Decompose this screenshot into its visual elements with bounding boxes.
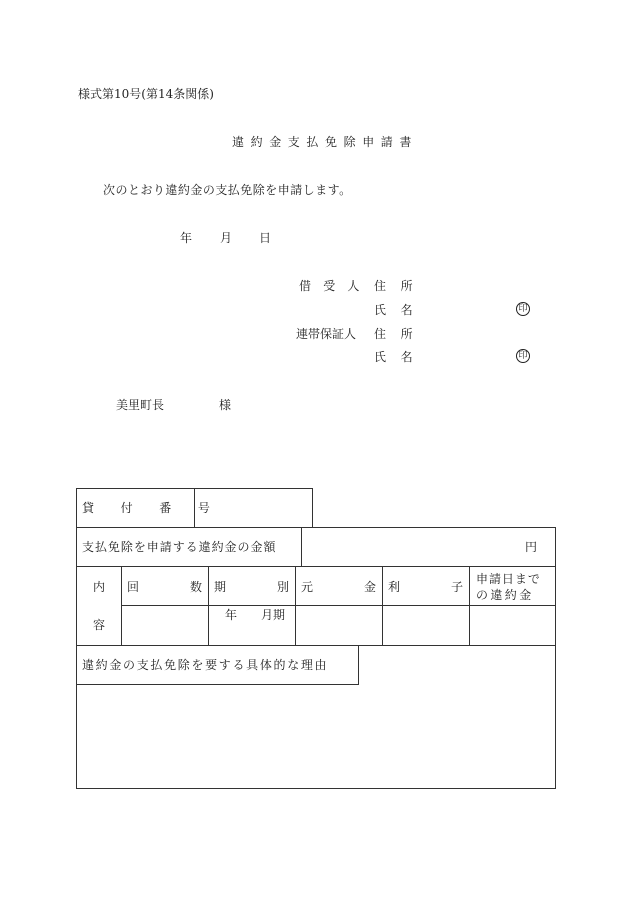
yen-unit: 円 xyxy=(525,540,538,554)
reason-field[interactable] xyxy=(78,686,554,786)
loan-number-value[interactable] xyxy=(196,490,311,526)
table-line xyxy=(76,645,556,646)
interest-header-right: 子 xyxy=(451,580,464,594)
table-line xyxy=(555,527,556,789)
date-day: 日 xyxy=(259,231,272,245)
addressee-name: 美里町長 xyxy=(116,398,165,412)
period-header-left: 期 xyxy=(214,580,227,594)
penalty-header-line2: の違約金 xyxy=(476,588,534,602)
table-line xyxy=(301,527,302,567)
table-line xyxy=(382,566,383,646)
borrower-label: 借 受 人 xyxy=(299,279,364,293)
reason-label: 違約金の支払免除を要する具体的な理由 xyxy=(82,658,329,672)
borrower-name-label: 氏 名 xyxy=(374,303,419,317)
table-line xyxy=(208,566,209,646)
date-month: 月 xyxy=(220,231,233,245)
guarantor-label: 連帯保証人 xyxy=(296,327,357,341)
date-year: 年 xyxy=(180,231,193,245)
table-line xyxy=(358,645,359,685)
table-line xyxy=(295,566,296,646)
count-header-left: 回 xyxy=(127,580,140,594)
guarantor-address-label: 住 所 xyxy=(374,327,419,341)
count-header-right: 数 xyxy=(190,580,203,594)
guarantor-seal: 印 xyxy=(516,349,530,363)
loan-number-label: 貸 付 番 号 xyxy=(82,501,222,515)
table-line xyxy=(121,566,122,646)
table-line xyxy=(469,566,470,646)
table-line xyxy=(76,488,77,789)
table-line xyxy=(121,605,556,606)
table-line xyxy=(76,684,358,685)
table-line xyxy=(76,788,556,789)
interest-header-left: 利 xyxy=(388,580,401,594)
period-value: 年 月期 xyxy=(225,608,286,622)
table-line xyxy=(76,566,556,567)
penalty-header-line1: 申請日まで xyxy=(476,572,541,586)
period-header-right: 別 xyxy=(277,580,290,594)
table-line xyxy=(312,488,313,528)
borrower-seal: 印 xyxy=(516,302,530,316)
content-label-top: 内 xyxy=(93,580,106,594)
table-line xyxy=(76,527,556,528)
form-number: 様式第10号(第14条関係) xyxy=(78,87,214,101)
content-label-bottom: 容 xyxy=(93,618,106,632)
intro-text: 次のとおり違約金の支払免除を申請します。 xyxy=(103,183,352,197)
document-title: 違約金支払免除申請書 xyxy=(232,135,419,149)
principal-header-right: 金 xyxy=(364,580,377,594)
guarantor-name-label: 氏 名 xyxy=(374,350,419,364)
amount-label: 支払免除を申請する違約金の金額 xyxy=(82,540,277,554)
borrower-address-label: 住 所 xyxy=(374,279,419,293)
addressee-honorific: 様 xyxy=(219,398,232,412)
principal-header-left: 元 xyxy=(301,580,314,594)
